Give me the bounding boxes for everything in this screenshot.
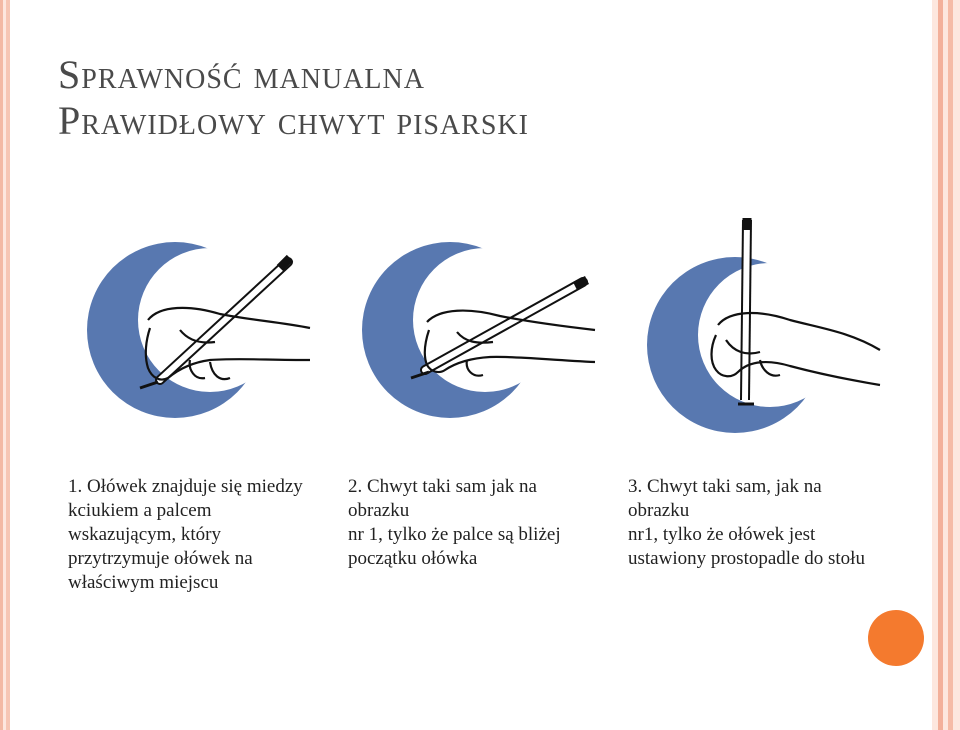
slide-title	[58, 52, 529, 144]
grip-illustration-2	[345, 210, 615, 450]
grip-illustration-3	[630, 210, 900, 450]
hand-pencil-vertical-icon	[630, 210, 900, 450]
hand-pencil-grip-icon	[70, 210, 340, 450]
left-border-decoration	[0, 0, 10, 730]
accent-dot	[868, 610, 924, 666]
right-border-decoration	[932, 0, 960, 730]
grip-illustration-1	[70, 210, 340, 450]
hand-pencil-grip-close-icon	[345, 210, 615, 450]
caption-2: 2. Chwyt taki sam jak na obrazku nr 1, tylko że palce są bliżej początku ołówka	[348, 476, 561, 569]
title-line-1: Sprawność manualna	[58, 52, 425, 97]
title-line-2: Prawidłowy chwyt pisarski	[58, 98, 529, 143]
caption-3: 3. Chwyt taki sam, jak na obrazku nr1, tylko że ołówek jest ustawiony prostopadle do stołu	[628, 476, 865, 569]
caption-1: 1. Ołówek znajduje się miedzy kciukiem a palcem wskazującym, który przytrzymuje ołówek na właściwym miejscu	[68, 476, 303, 593]
